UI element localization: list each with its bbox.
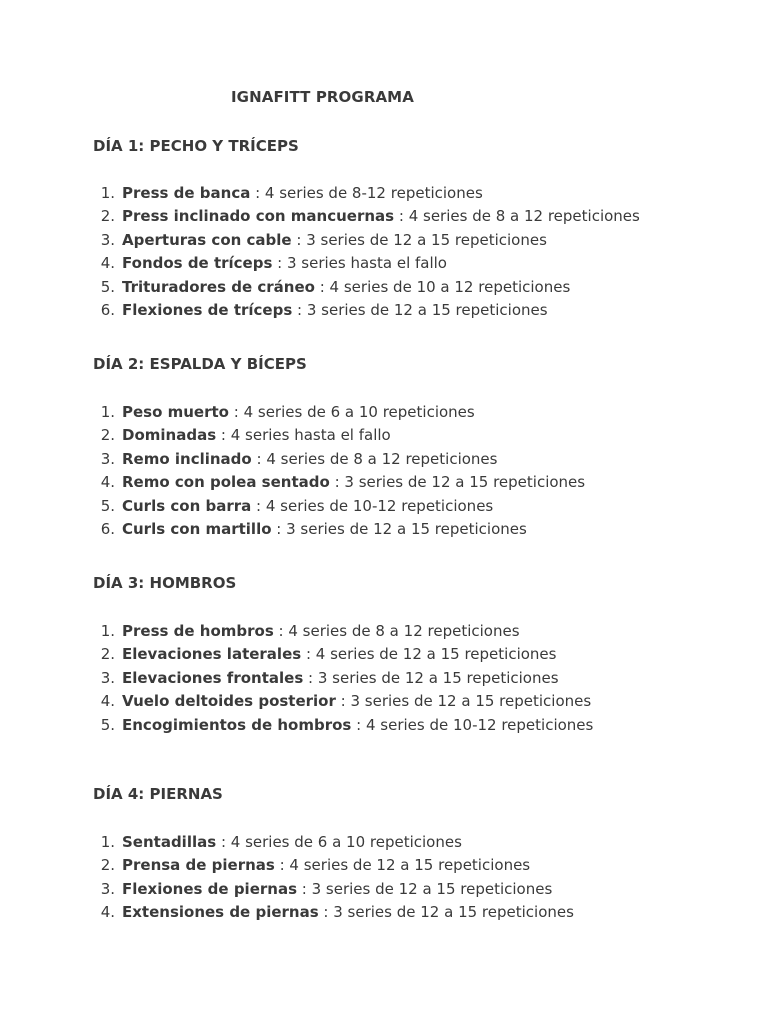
exercise-detail: : 4 series de 12 a 15 repeticiones — [274, 856, 531, 875]
list-item-number: 5. — [100, 715, 115, 734]
exercise-detail: : 4 series de 8 a 12 repeticiones — [394, 207, 640, 226]
list-item-number: 4. — [100, 903, 115, 922]
exercise-name: Vuelo deltoides posterior — [122, 692, 336, 711]
day-4-heading: DÍA 4: PIERNAS — [93, 785, 223, 803]
exercise-name: Aperturas con cable — [122, 230, 292, 249]
exercise-name: Encogimientos de hombros — [122, 715, 352, 734]
day-2-heading: DÍA 2: ESPALDA Y BÍCEPS — [93, 355, 307, 373]
exercise-detail: : 4 series de 8 a 12 repeticiones — [273, 622, 520, 640]
exercise-detail: : 3 series de 12 a 15 repeticiones — [335, 692, 592, 711]
exercise-detail: : 4 series de 8 a 12 repeticiones — [251, 449, 498, 468]
exercise-name: Flexiones de tríceps — [122, 300, 293, 319]
exercise-detail: : 3 series de 12 a 15 repeticiones — [291, 230, 547, 249]
page-title: IGNAFITT PROGRAMA — [231, 88, 414, 106]
exercise-name: Elevaciones laterales — [122, 645, 302, 664]
exercise-name: Sentadillas — [122, 833, 217, 851]
list-item-number: 1. — [100, 184, 115, 202]
list-item-number: 3. — [100, 668, 115, 687]
list-item-number: 4. — [100, 692, 115, 711]
exercise-detail: : 4 series de 6 a 10 repeticiones — [228, 403, 475, 421]
list-item-number: 5. — [100, 277, 115, 296]
exercise-detail: : 4 series de 12 a 15 repeticiones — [301, 645, 557, 664]
list-item-number: 1. — [100, 403, 115, 421]
exercise-name: Remo con polea sentado — [122, 473, 330, 492]
exercise-detail: : 3 series de 12 a 15 repeticiones — [303, 668, 559, 687]
list-item-number: 6. — [100, 519, 115, 538]
list-item-number: 2. — [100, 207, 115, 226]
list-item-number: 3. — [100, 449, 115, 468]
list-item-number: 1. — [100, 833, 115, 851]
exercise-detail: : 4 series hasta el fallo — [216, 426, 391, 445]
list-item-number: 3. — [100, 879, 115, 898]
exercise-name: Extensiones de piernas — [122, 903, 319, 922]
exercise-detail: : 3 series de 12 a 15 repeticiones — [297, 879, 553, 898]
exercise-name: Curls con barra — [122, 496, 252, 515]
exercise-detail: : 4 series de 6 a 10 repeticiones — [216, 833, 462, 851]
exercise-name: Elevaciones frontales — [122, 668, 304, 687]
exercise-name: Curls con martillo — [122, 519, 272, 538]
exercise-detail: : 4 series de 10 a 12 repeticiones — [314, 277, 571, 296]
exercise-name: Press de banca — [122, 184, 251, 202]
list-item-number: 2. — [100, 645, 115, 664]
exercise-detail: : 3 series de 12 a 15 repeticiones — [271, 519, 527, 538]
exercise-detail: : 4 series de 10-12 repeticiones — [251, 496, 494, 515]
exercise-name: Press inclinado con mancuernas — [122, 207, 395, 226]
exercise-name: Press de hombros — [122, 622, 274, 640]
list-item-number: 6. — [100, 300, 115, 319]
exercise-name: Prensa de piernas — [122, 856, 275, 875]
exercise-name: Flexiones de piernas — [122, 879, 297, 898]
exercise-name: Dominadas — [122, 426, 217, 445]
list-item-number: 2. — [100, 426, 115, 445]
list-item-number: 3. — [100, 230, 115, 249]
day-3-heading: DÍA 3: HOMBROS — [93, 574, 237, 592]
exercise-name: Trituradores de cráneo — [122, 277, 315, 296]
list-item-number: 2. — [100, 856, 115, 875]
exercise-detail: : 3 series de 12 a 15 repeticiones — [329, 473, 586, 492]
exercise-detail: : 3 series de 12 a 15 repeticiones — [318, 903, 574, 922]
list-item-number: 4. — [100, 473, 115, 492]
exercise-name: Fondos de tríceps — [122, 254, 273, 273]
list-item-number: 4. — [100, 254, 115, 273]
day-1-heading: DÍA 1: PECHO Y TRÍCEPS — [93, 137, 299, 155]
exercise-name: Peso muerto — [122, 403, 229, 421]
list-item-number: 5. — [100, 496, 115, 515]
exercise-detail: : 3 series hasta el fallo — [272, 254, 447, 273]
exercise-name: Remo inclinado — [122, 449, 252, 468]
list-item-number: 1. — [100, 622, 115, 640]
exercise-detail: : 4 series de 10-12 repeticiones — [351, 715, 594, 734]
exercise-detail: : 4 series de 8-12 repeticiones — [250, 184, 483, 202]
exercise-detail: : 3 series de 12 a 15 repeticiones — [292, 300, 548, 319]
